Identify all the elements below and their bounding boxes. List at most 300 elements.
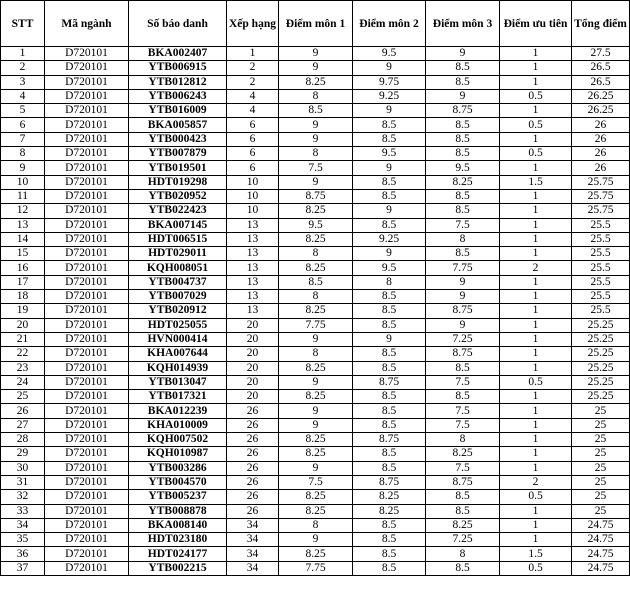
cell-candidate-number: HDT024177 — [129, 547, 227, 561]
cell-rank: 1 — [227, 47, 279, 61]
cell-candidate-number: YTB019501 — [129, 161, 227, 175]
cell-rank: 13 — [227, 247, 279, 261]
cell-priority-points: 1 — [500, 433, 572, 447]
cell-candidate-number: KQH008051 — [129, 261, 227, 275]
cell-subject-3: 8.5 — [426, 504, 500, 518]
cell-subject-3: 7.5 — [426, 461, 500, 475]
cell-priority-points: 1 — [500, 75, 572, 89]
table-row — [1, 75, 630, 89]
cell-total-score: 26.5 — [572, 61, 630, 75]
cell-subject-3: 7.5 — [426, 218, 500, 232]
cell-subject-1: 8.25 — [279, 390, 353, 404]
header-row — [1, 1, 630, 47]
cell-subject-3: 9 — [426, 290, 500, 304]
cell-total-score: 25 — [572, 447, 630, 461]
cell-subject-1: 9 — [279, 332, 353, 346]
cell-priority-points: 1 — [500, 290, 572, 304]
table-row — [1, 304, 630, 318]
cell-subject-1: 9 — [279, 175, 353, 189]
cell-stt: 9 — [1, 161, 45, 175]
cell-subject-2: 9.75 — [353, 75, 426, 89]
cell-major-code: D720101 — [45, 561, 129, 575]
cell-subject-3: 7.5 — [426, 375, 500, 389]
cell-major-code: D720101 — [45, 361, 129, 375]
cell-candidate-number: YTB012812 — [129, 75, 227, 89]
cell-subject-2: 8.5 — [353, 189, 426, 203]
cell-major-code: D720101 — [45, 161, 129, 175]
cell-subject-2: 8.5 — [353, 418, 426, 432]
cell-rank: 20 — [227, 390, 279, 404]
cell-priority-points: 1 — [500, 304, 572, 318]
cell-total-score: 25 — [572, 404, 630, 418]
cell-candidate-number: YTB006915 — [129, 61, 227, 75]
table-row — [1, 218, 630, 232]
cell-rank: 10 — [227, 204, 279, 218]
cell-rank: 2 — [227, 61, 279, 75]
cell-rank: 13 — [227, 275, 279, 289]
table-row — [1, 204, 630, 218]
cell-subject-1: 7.5 — [279, 475, 353, 489]
table-body — [1, 47, 630, 576]
cell-subject-2: 8.25 — [353, 504, 426, 518]
cell-priority-points: 1 — [500, 275, 572, 289]
cell-total-score: 25 — [572, 433, 630, 447]
cell-candidate-number: YTB005237 — [129, 490, 227, 504]
cell-stt: 3 — [1, 75, 45, 89]
cell-stt: 7 — [1, 132, 45, 146]
cell-total-score: 25 — [572, 475, 630, 489]
header-subject-1: Điểm môn 1 — [279, 1, 353, 47]
cell-subject-1: 8 — [279, 290, 353, 304]
cell-rank: 26 — [227, 475, 279, 489]
cell-priority-points: 1 — [500, 47, 572, 61]
cell-subject-3: 8.5 — [426, 147, 500, 161]
cell-total-score: 25.25 — [572, 347, 630, 361]
cell-rank: 6 — [227, 161, 279, 175]
cell-subject-2: 9 — [353, 161, 426, 175]
cell-rank: 20 — [227, 332, 279, 346]
cell-priority-points: 1 — [500, 361, 572, 375]
cell-subject-1: 8 — [279, 347, 353, 361]
cell-priority-points: 0.5 — [500, 89, 572, 103]
cell-rank: 13 — [227, 232, 279, 246]
cell-subject-2: 8.5 — [353, 132, 426, 146]
cell-stt: 11 — [1, 189, 45, 203]
cell-subject-2: 9.25 — [353, 232, 426, 246]
cell-total-score: 25 — [572, 418, 630, 432]
table-row — [1, 318, 630, 332]
cell-candidate-number: KQH007502 — [129, 433, 227, 447]
cell-total-score: 25 — [572, 504, 630, 518]
cell-candidate-number: YTB016009 — [129, 104, 227, 118]
cell-subject-2: 8 — [353, 275, 426, 289]
cell-major-code: D720101 — [45, 61, 129, 75]
cell-total-score: 25.75 — [572, 204, 630, 218]
table-row — [1, 361, 630, 375]
cell-subject-1: 9 — [279, 47, 353, 61]
cell-subject-3: 8 — [426, 433, 500, 447]
cell-total-score: 25.5 — [572, 247, 630, 261]
cell-subject-2: 8.5 — [353, 290, 426, 304]
table-row — [1, 147, 630, 161]
cell-subject-2: 8.5 — [353, 175, 426, 189]
table-row — [1, 61, 630, 75]
cell-stt: 20 — [1, 318, 45, 332]
cell-priority-points: 1 — [500, 347, 572, 361]
cell-priority-points: 1.5 — [500, 547, 572, 561]
cell-subject-3: 8.5 — [426, 61, 500, 75]
cell-subject-3: 9 — [426, 47, 500, 61]
cell-priority-points: 0.5 — [500, 561, 572, 575]
cell-rank: 10 — [227, 189, 279, 203]
cell-subject-1: 8.75 — [279, 189, 353, 203]
cell-rank: 6 — [227, 132, 279, 146]
cell-subject-3: 8.5 — [426, 561, 500, 575]
cell-subject-1: 9 — [279, 404, 353, 418]
cell-subject-3: 8.5 — [426, 361, 500, 375]
cell-total-score: 25.75 — [572, 175, 630, 189]
cell-subject-1: 7.75 — [279, 561, 353, 575]
cell-subject-2: 8.5 — [353, 561, 426, 575]
cell-subject-3: 8.25 — [426, 175, 500, 189]
cell-subject-3: 8.25 — [426, 518, 500, 532]
cell-subject-2: 8.5 — [353, 390, 426, 404]
cell-stt: 21 — [1, 332, 45, 346]
cell-candidate-number: BKA005857 — [129, 118, 227, 132]
cell-stt: 37 — [1, 561, 45, 575]
cell-candidate-number: YTB000423 — [129, 132, 227, 146]
cell-rank: 10 — [227, 175, 279, 189]
cell-subject-1: 8.25 — [279, 232, 353, 246]
cell-subject-3: 8.5 — [426, 118, 500, 132]
cell-subject-2: 9 — [353, 247, 426, 261]
table-row — [1, 518, 630, 532]
cell-subject-1: 8 — [279, 147, 353, 161]
cell-priority-points: 2 — [500, 475, 572, 489]
cell-priority-points: 1 — [500, 533, 572, 547]
header-candidate-number: Số báo danh — [129, 1, 227, 47]
cell-major-code: D720101 — [45, 390, 129, 404]
cell-priority-points: 1 — [500, 61, 572, 75]
table-row — [1, 161, 630, 175]
cell-major-code: D720101 — [45, 304, 129, 318]
cell-priority-points: 0.5 — [500, 118, 572, 132]
header-subject-2: Điểm môn 2 — [353, 1, 426, 47]
table-row — [1, 390, 630, 404]
cell-total-score: 26.25 — [572, 104, 630, 118]
cell-subject-2: 8.5 — [353, 547, 426, 561]
cell-priority-points: 1.5 — [500, 175, 572, 189]
cell-priority-points: 1 — [500, 518, 572, 532]
table-row — [1, 490, 630, 504]
table-row — [1, 375, 630, 389]
cell-major-code: D720101 — [45, 418, 129, 432]
cell-major-code: D720101 — [45, 533, 129, 547]
cell-candidate-number: HDT025055 — [129, 318, 227, 332]
cell-stt: 14 — [1, 232, 45, 246]
cell-priority-points: 1 — [500, 447, 572, 461]
cell-subject-1: 8.25 — [279, 447, 353, 461]
cell-major-code: D720101 — [45, 75, 129, 89]
cell-candidate-number: BKA008140 — [129, 518, 227, 532]
cell-rank: 20 — [227, 375, 279, 389]
cell-candidate-number: YTB004737 — [129, 275, 227, 289]
cell-subject-2: 8.5 — [353, 118, 426, 132]
cell-stt: 35 — [1, 533, 45, 547]
cell-candidate-number: YTB003286 — [129, 461, 227, 475]
cell-major-code: D720101 — [45, 175, 129, 189]
cell-stt: 5 — [1, 104, 45, 118]
cell-candidate-number: HDT006515 — [129, 232, 227, 246]
cell-priority-points: 1 — [500, 161, 572, 175]
cell-major-code: D720101 — [45, 404, 129, 418]
cell-priority-points: 1 — [500, 204, 572, 218]
cell-candidate-number: KHA010009 — [129, 418, 227, 432]
cell-total-score: 25.5 — [572, 290, 630, 304]
cell-major-code: D720101 — [45, 189, 129, 203]
cell-total-score: 25.25 — [572, 375, 630, 389]
cell-major-code: D720101 — [45, 47, 129, 61]
table-row — [1, 547, 630, 561]
cell-total-score: 25.5 — [572, 261, 630, 275]
header-major-code: Mã ngành — [45, 1, 129, 47]
cell-stt: 29 — [1, 447, 45, 461]
cell-major-code: D720101 — [45, 433, 129, 447]
cell-stt: 17 — [1, 275, 45, 289]
cell-major-code: D720101 — [45, 247, 129, 261]
cell-subject-3: 8.75 — [426, 104, 500, 118]
cell-subject-2: 9.5 — [353, 147, 426, 161]
cell-rank: 26 — [227, 504, 279, 518]
table-row — [1, 533, 630, 547]
cell-subject-2: 8.5 — [353, 361, 426, 375]
cell-rank: 13 — [227, 261, 279, 275]
cell-major-code: D720101 — [45, 104, 129, 118]
cell-subject-3: 9 — [426, 89, 500, 103]
cell-subject-3: 9.5 — [426, 161, 500, 175]
cell-subject-1: 9 — [279, 375, 353, 389]
cell-subject-3: 8.25 — [426, 447, 500, 461]
cell-major-code: D720101 — [45, 290, 129, 304]
cell-candidate-number: HDT023180 — [129, 533, 227, 547]
cell-subject-2: 8.5 — [353, 447, 426, 461]
cell-subject-3: 7.5 — [426, 418, 500, 432]
cell-candidate-number: YTB013047 — [129, 375, 227, 389]
cell-subject-2: 8.5 — [353, 304, 426, 318]
cell-stt: 27 — [1, 418, 45, 432]
cell-rank: 26 — [227, 418, 279, 432]
cell-candidate-number: HDT019298 — [129, 175, 227, 189]
cell-subject-1: 8.25 — [279, 504, 353, 518]
cell-subject-2: 8.5 — [353, 347, 426, 361]
cell-subject-2: 8.5 — [353, 533, 426, 547]
cell-stt: 25 — [1, 390, 45, 404]
cell-stt: 10 — [1, 175, 45, 189]
cell-subject-3: 8.75 — [426, 347, 500, 361]
cell-total-score: 26 — [572, 147, 630, 161]
cell-priority-points: 1 — [500, 390, 572, 404]
cell-stt: 16 — [1, 261, 45, 275]
cell-total-score: 26 — [572, 161, 630, 175]
cell-subject-3: 8 — [426, 547, 500, 561]
cell-stt: 34 — [1, 518, 45, 532]
cell-subject-1: 9 — [279, 533, 353, 547]
table-row — [1, 232, 630, 246]
cell-subject-3: 7.5 — [426, 404, 500, 418]
cell-candidate-number: YTB006243 — [129, 89, 227, 103]
cell-total-score: 25.25 — [572, 318, 630, 332]
cell-total-score: 24.75 — [572, 518, 630, 532]
cell-candidate-number: YTB020912 — [129, 304, 227, 318]
cell-major-code: D720101 — [45, 547, 129, 561]
cell-rank: 26 — [227, 404, 279, 418]
header-priority-points: Điểm ưu tiên — [500, 1, 572, 47]
cell-subject-3: 8.5 — [426, 204, 500, 218]
table-header — [1, 1, 630, 47]
cell-rank: 6 — [227, 118, 279, 132]
cell-subject-1: 8.25 — [279, 490, 353, 504]
cell-subject-1: 8.25 — [279, 261, 353, 275]
cell-stt: 26 — [1, 404, 45, 418]
table-row — [1, 118, 630, 132]
table-row — [1, 561, 630, 575]
cell-total-score: 25.5 — [572, 275, 630, 289]
cell-rank: 20 — [227, 347, 279, 361]
cell-total-score: 25.25 — [572, 332, 630, 346]
cell-subject-3: 7.25 — [426, 533, 500, 547]
cell-priority-points: 0.5 — [500, 147, 572, 161]
cell-major-code: D720101 — [45, 447, 129, 461]
cell-subject-2: 9 — [353, 332, 426, 346]
cell-priority-points: 1 — [500, 318, 572, 332]
cell-subject-3: 8.75 — [426, 475, 500, 489]
cell-rank: 20 — [227, 361, 279, 375]
cell-stt: 8 — [1, 147, 45, 161]
cell-rank: 26 — [227, 433, 279, 447]
cell-major-code: D720101 — [45, 218, 129, 232]
cell-rank: 26 — [227, 447, 279, 461]
cell-rank: 4 — [227, 104, 279, 118]
cell-total-score: 25.75 — [572, 189, 630, 203]
cell-subject-2: 9 — [353, 61, 426, 75]
table-row — [1, 89, 630, 103]
cell-rank: 34 — [227, 561, 279, 575]
cell-total-score: 24.75 — [572, 561, 630, 575]
table-row — [1, 132, 630, 146]
cell-subject-2: 8.5 — [353, 318, 426, 332]
cell-subject-1: 8.25 — [279, 361, 353, 375]
table-row — [1, 447, 630, 461]
cell-priority-points: 0.5 — [500, 490, 572, 504]
cell-priority-points: 1 — [500, 404, 572, 418]
cell-candidate-number: YTB020952 — [129, 189, 227, 203]
cell-subject-1: 8.25 — [279, 204, 353, 218]
table-row — [1, 433, 630, 447]
cell-candidate-number: YTB022423 — [129, 204, 227, 218]
cell-total-score: 25 — [572, 461, 630, 475]
cell-major-code: D720101 — [45, 261, 129, 275]
cell-priority-points: 1 — [500, 189, 572, 203]
table-row — [1, 418, 630, 432]
cell-subject-2: 9 — [353, 204, 426, 218]
cell-stt: 23 — [1, 361, 45, 375]
cell-total-score: 24.75 — [572, 547, 630, 561]
cell-major-code: D720101 — [45, 147, 129, 161]
table-row — [1, 475, 630, 489]
cell-subject-3: 9 — [426, 318, 500, 332]
cell-rank: 26 — [227, 461, 279, 475]
cell-total-score: 26.5 — [572, 75, 630, 89]
cell-subject-2: 8.5 — [353, 404, 426, 418]
cell-subject-1: 9 — [279, 461, 353, 475]
cell-subject-1: 8.5 — [279, 104, 353, 118]
cell-candidate-number: YTB004570 — [129, 475, 227, 489]
cell-total-score: 25.25 — [572, 390, 630, 404]
cell-major-code: D720101 — [45, 475, 129, 489]
cell-total-score: 25.5 — [572, 232, 630, 246]
cell-subject-3: 8.5 — [426, 247, 500, 261]
cell-subject-2: 8.75 — [353, 375, 426, 389]
cell-subject-1: 8.25 — [279, 75, 353, 89]
cell-subject-3: 7.25 — [426, 332, 500, 346]
cell-rank: 34 — [227, 533, 279, 547]
cell-subject-1: 9 — [279, 418, 353, 432]
cell-major-code: D720101 — [45, 132, 129, 146]
cell-priority-points: 0.5 — [500, 375, 572, 389]
table-row — [1, 404, 630, 418]
table-row — [1, 461, 630, 475]
cell-subject-3: 9 — [426, 275, 500, 289]
cell-subject-3: 8.5 — [426, 75, 500, 89]
cell-stt: 32 — [1, 490, 45, 504]
cell-subject-1: 7.5 — [279, 161, 353, 175]
cell-stt: 30 — [1, 461, 45, 475]
cell-subject-3: 8.5 — [426, 490, 500, 504]
cell-subject-1: 9 — [279, 61, 353, 75]
cell-total-score: 24.75 — [572, 533, 630, 547]
cell-subject-2: 9.5 — [353, 47, 426, 61]
cell-stt: 13 — [1, 218, 45, 232]
cell-total-score: 25.5 — [572, 304, 630, 318]
cell-subject-1: 9 — [279, 132, 353, 146]
cell-rank: 34 — [227, 518, 279, 532]
cell-major-code: D720101 — [45, 318, 129, 332]
cell-major-code: D720101 — [45, 232, 129, 246]
cell-rank: 6 — [227, 147, 279, 161]
cell-stt: 1 — [1, 47, 45, 61]
cell-major-code: D720101 — [45, 204, 129, 218]
cell-major-code: D720101 — [45, 118, 129, 132]
cell-stt: 24 — [1, 375, 45, 389]
table-row — [1, 47, 630, 61]
cell-priority-points: 2 — [500, 261, 572, 275]
cell-stt: 22 — [1, 347, 45, 361]
cell-subject-2: 8.75 — [353, 475, 426, 489]
cell-candidate-number: BKA002407 — [129, 47, 227, 61]
cell-major-code: D720101 — [45, 461, 129, 475]
cell-total-score: 26 — [572, 118, 630, 132]
cell-subject-2: 9.25 — [353, 89, 426, 103]
cell-subject-1: 8.25 — [279, 433, 353, 447]
cell-stt: 28 — [1, 433, 45, 447]
cell-major-code: D720101 — [45, 518, 129, 532]
cell-stt: 4 — [1, 89, 45, 103]
cell-candidate-number: KQH014939 — [129, 361, 227, 375]
cell-major-code: D720101 — [45, 347, 129, 361]
cell-subject-3: 8 — [426, 232, 500, 246]
cell-major-code: D720101 — [45, 275, 129, 289]
cell-subject-1: 8 — [279, 518, 353, 532]
